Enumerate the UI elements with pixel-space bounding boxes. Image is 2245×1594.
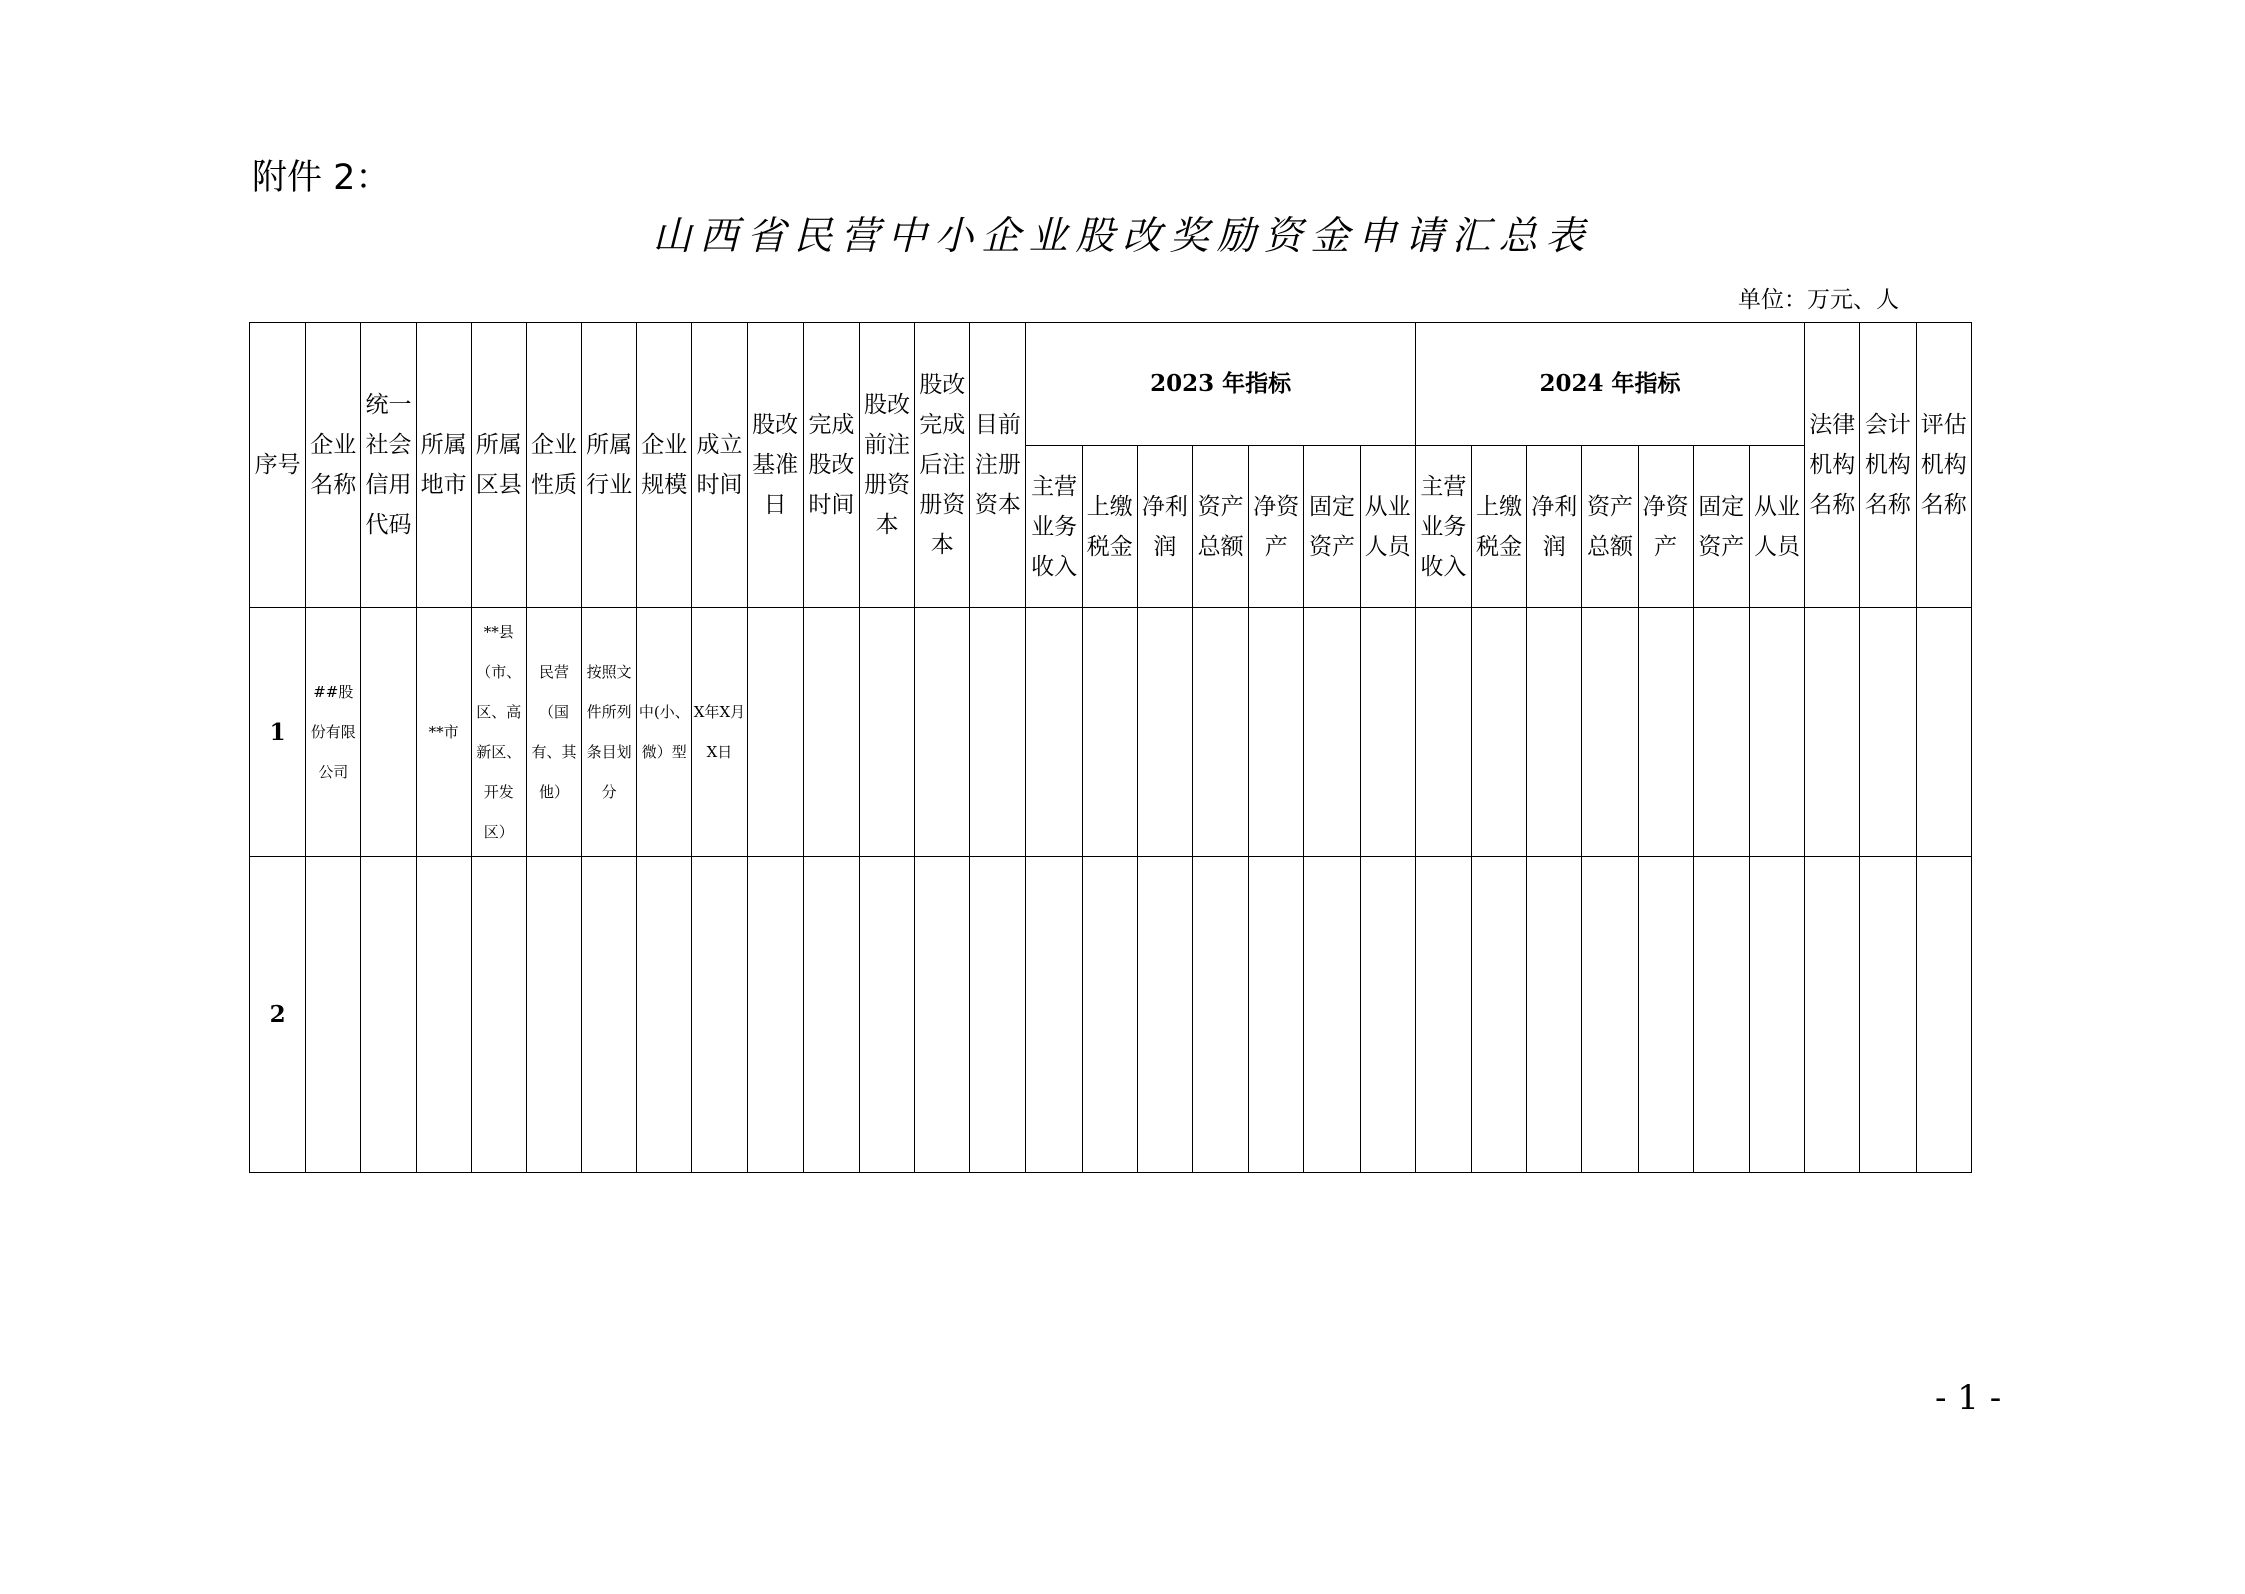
header-2024-revenue: 主营业务收入 (1415, 446, 1471, 608)
row-2-cell (1527, 857, 1582, 1173)
row-1-nature: 民营（国有、其他） (526, 608, 581, 857)
row-1-cell (1137, 608, 1192, 857)
header-2023-revenue: 主营业务收入 (1026, 446, 1082, 608)
header-county: 所属区县 (471, 323, 526, 608)
row-1-cell (803, 608, 859, 857)
row-1-cell (1860, 608, 1916, 857)
row-2-cell (915, 857, 970, 1173)
row-2-cell (1916, 857, 1971, 1173)
row-2-cell (1749, 857, 1804, 1173)
row-2-cell (1026, 857, 1082, 1173)
row-2-cell (526, 857, 581, 1173)
header-scale: 企业规模 (637, 323, 692, 608)
header-2024-employees: 从业人员 (1749, 446, 1804, 608)
row-1-cell (1026, 608, 1082, 857)
header-group-2023: 2023 年指标 (1026, 323, 1415, 446)
row-1-cell (1582, 608, 1638, 857)
header-2024-net-assets: 净资产 (1638, 446, 1693, 608)
row-1-cell (1360, 608, 1415, 857)
table-row (250, 857, 1972, 1173)
row-1-city: **市 (416, 608, 471, 857)
row-2-cell (361, 857, 416, 1173)
summary-table (249, 322, 1972, 1173)
header-nature: 企业性质 (526, 323, 581, 608)
row-1-cell (1193, 608, 1249, 857)
row-1-cell (1082, 608, 1137, 857)
header-seq: 序号 (250, 323, 306, 608)
row-2-cell (1860, 857, 1916, 1173)
header-current-capital: 目前注册资本 (970, 323, 1026, 608)
row-1-cell (915, 608, 970, 857)
row-1-county: **县（市、区、高新区、开发区） (471, 608, 526, 857)
row-1-cell (970, 608, 1026, 857)
header-2023-employees: 从业人员 (1360, 446, 1415, 608)
row-1-cell (1638, 608, 1693, 857)
header-2023-tax: 上缴税金 (1082, 446, 1137, 608)
row-2-cell (1415, 857, 1471, 1173)
row-1-cell (1472, 608, 1527, 857)
row-2-cell (582, 857, 637, 1173)
row-1-scale: 中(小、微）型 (637, 608, 692, 857)
header-2024-profit: 净利润 (1527, 446, 1582, 608)
page-number: - 1 - (1935, 1378, 2002, 1418)
header-accounting-firm: 会计机构名称 (1860, 323, 1916, 608)
row-1-cell (1693, 608, 1749, 857)
row-2-cell (970, 857, 1026, 1173)
unit-label: 单位：万元、人 (1738, 287, 1899, 313)
document-title: 山西省民营中小企业股改奖励资金申请汇总表 (652, 214, 1593, 259)
row-1-industry: 按照文件所列条目划分 (582, 608, 637, 857)
row-2-cell (747, 857, 803, 1173)
header-2023-net-assets: 净资产 (1249, 446, 1304, 608)
row-1-cell (1304, 608, 1360, 857)
header-valuation-firm: 评估机构名称 (1916, 323, 1971, 608)
header-industry: 所属行业 (582, 323, 637, 608)
row-2-cell (416, 857, 471, 1173)
row-2-cell (1137, 857, 1192, 1173)
row-1-cell (1415, 608, 1471, 857)
row-2-cell (692, 857, 747, 1173)
header-pre-capital: 股改前注册资本 (859, 323, 914, 608)
header-group-2024: 2024 年指标 (1415, 323, 1804, 446)
attachment-label: 附件 2： (252, 158, 391, 198)
row-1-company-name: ##股份有限公司 (306, 608, 361, 857)
row-2-cell (1693, 857, 1749, 1173)
row-2-cell (1582, 857, 1638, 1173)
row-1-cell (859, 608, 914, 857)
row-1-founded: X年X月X日 (692, 608, 747, 857)
header-post-capital: 股改完成后注册资本 (915, 323, 970, 608)
header-2024-tax: 上缴税金 (1472, 446, 1527, 608)
row-2-cell (1805, 857, 1860, 1173)
header-city: 所属地市 (416, 323, 471, 608)
row-2-cell (471, 857, 526, 1173)
row-2-seq: 2 (250, 857, 306, 1173)
row-2-cell (1304, 857, 1360, 1173)
header-founded: 成立时间 (692, 323, 747, 608)
row-2-cell (1472, 857, 1527, 1173)
row-1-cell (1916, 608, 1971, 857)
header-2023-assets: 资产总额 (1193, 446, 1249, 608)
header-company-name: 企业名称 (306, 323, 361, 608)
row-2-cell (859, 857, 914, 1173)
header-2024-assets: 资产总额 (1582, 446, 1638, 608)
table-row (250, 608, 1972, 857)
header-credit-code: 统一社会信用代码 (361, 323, 416, 608)
row-1-cell (747, 608, 803, 857)
row-1-cell (1749, 608, 1804, 857)
row-1-cell (1527, 608, 1582, 857)
row-2-cell (1638, 857, 1693, 1173)
row-1-cell (1805, 608, 1860, 857)
header-reform-base-date: 股改基准日 (747, 323, 803, 608)
header-row-1 (250, 323, 1972, 446)
header-reform-done-time: 完成股改时间 (803, 323, 859, 608)
header-2023-fixed-assets: 固定资产 (1304, 446, 1360, 608)
header-2024-fixed-assets: 固定资产 (1693, 446, 1749, 608)
row-1-seq: 1 (250, 608, 306, 857)
row-2-cell (306, 857, 361, 1173)
header-law-firm: 法律机构名称 (1805, 323, 1860, 608)
row-1-cell (1249, 608, 1304, 857)
row-2-cell (1249, 857, 1304, 1173)
row-2-cell (1082, 857, 1137, 1173)
row-2-cell (637, 857, 692, 1173)
row-2-cell (803, 857, 859, 1173)
row-2-cell (1360, 857, 1415, 1173)
row-1-credit-code (361, 608, 416, 857)
header-2023-profit: 净利润 (1137, 446, 1192, 608)
row-2-cell (1193, 857, 1249, 1173)
